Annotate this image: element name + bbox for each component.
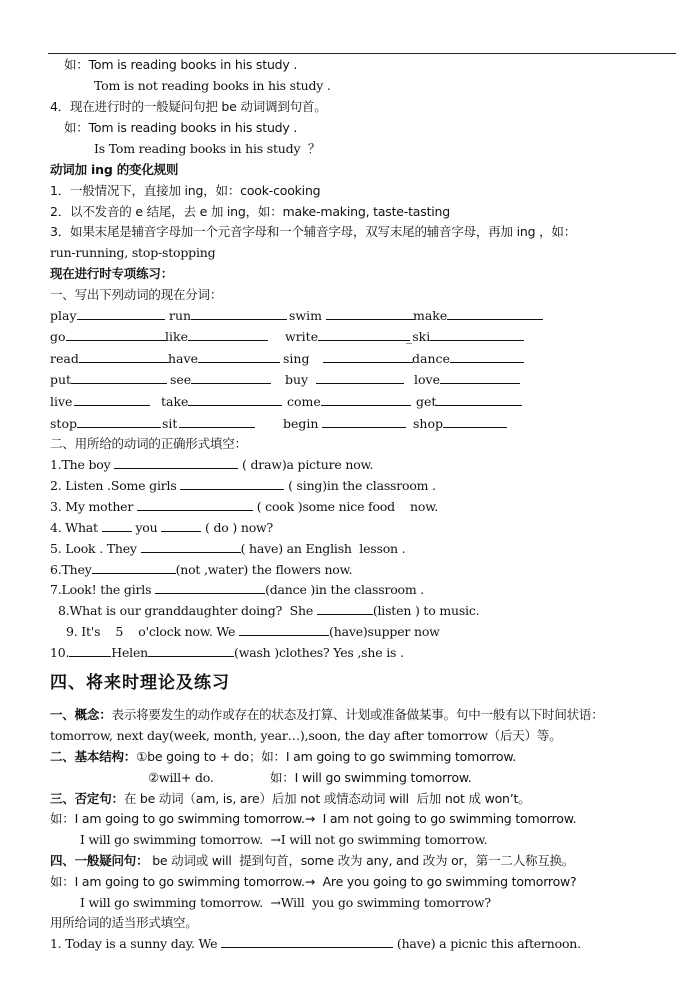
verb-word: come: [287, 394, 321, 409]
answer-blank[interactable]: [92, 562, 176, 574]
answer-blank[interactable]: [141, 541, 241, 553]
answer-blank[interactable]: [77, 308, 165, 320]
answer-blank[interactable]: [180, 478, 284, 490]
question-1: 1.The boy ( draw)a picture now.: [50, 457, 374, 472]
example-line-negative: Tom is not reading books in his study .: [94, 78, 331, 93]
general-question: 四、一般疑问句： be 动词或 will 提到句首，some 改为 any, and 改为 or，第一二人称互换。: [50, 853, 575, 868]
concept: 一、概念：表示将要发生的动作或存在的状态及打算、计划或准备做某事。句中一般有以下时间状语：: [50, 707, 604, 722]
answer-blank[interactable]: [440, 372, 520, 384]
verb-word: live: [50, 394, 73, 409]
negative: 三、否定句：在 be 动词（am, is, are）后加 not 或情态动词 will 后加 not 成 won’t。: [50, 791, 531, 806]
answer-blank[interactable]: [155, 582, 265, 594]
verb-row: [50, 394, 610, 410]
answer-blank[interactable]: [102, 520, 132, 532]
answer-blank[interactable]: [69, 645, 111, 657]
verb-word: write: [285, 329, 319, 344]
fill-question-1: 1. Today is a sunny day. We (have) a picnic this afternoon.: [50, 936, 581, 951]
ing-rule-3-example: run-running, stop-stopping: [50, 245, 216, 260]
answer-blank[interactable]: [66, 329, 166, 341]
verb-word: run: [169, 308, 192, 323]
verb-word: love: [414, 372, 440, 387]
verb-word: see: [170, 372, 192, 387]
future-heading: 四、将来时理论及练习: [50, 673, 230, 693]
question-10: 10. Helen (wash )clothes? Yes ,she is .: [50, 645, 404, 660]
answer-blank[interactable]: [316, 372, 404, 384]
ing-rule-3: 3．如果末尾是辅音字母加一个元音字母和一个辅音字母，双写末尾的辅音字母，再加 ing ，如：: [50, 224, 577, 239]
answer-blank[interactable]: [161, 520, 201, 532]
answer-blank[interactable]: [191, 308, 287, 320]
verb-word: dance: [412, 351, 450, 366]
answer-blank[interactable]: [191, 372, 271, 384]
answer-blank[interactable]: [148, 645, 234, 657]
answer-blank[interactable]: [77, 416, 161, 428]
question-example-2: I will go swimming tomorrow. →Will you go swimming tomorrow?: [80, 895, 491, 910]
question-example-1: 如：I am going to go swimming tomorrow.→ Are you going to go swimming tomorrow?: [50, 874, 577, 889]
verb-word: read: [50, 351, 79, 366]
verb-row: [50, 351, 610, 367]
basic-structure-will-example: 如：I will go swimming tomorrow.: [270, 770, 472, 785]
verb-row: [50, 416, 610, 432]
answer-blank[interactable]: [179, 416, 255, 428]
verb-word: shop: [413, 416, 443, 431]
verb-row: [50, 329, 610, 345]
rule-question: 4．现在进行时的一般疑问句把 be 动词调到句首。: [50, 99, 327, 114]
question-8: 8.What is our granddaughter doing? She (listen ) to music.: [58, 603, 480, 618]
answer-blank[interactable]: [239, 624, 329, 636]
answer-blank[interactable]: [430, 329, 524, 341]
verb-word: have: [168, 351, 198, 366]
practice-title: 现在进行时专项练习：: [50, 266, 174, 281]
question-6: 6.They (not ,water) the flowers now.: [50, 562, 353, 577]
answer-blank[interactable]: [326, 308, 414, 320]
answer-blank[interactable]: [322, 416, 406, 428]
answer-blank[interactable]: [188, 329, 268, 341]
verb-word: sit: [162, 416, 178, 431]
concept-time-adverbs: tomorrow, next day(week, month, year…),soon, the day after tomorrow（后天）等。: [50, 728, 562, 743]
practice-part-2: 二、用所给的动词的正确形式填空：: [50, 436, 247, 451]
answer-blank[interactable]: [321, 394, 411, 406]
basic-structure-will: ②will+ do.: [148, 770, 214, 785]
ing-rule-2: 2．以不发音的 e 结尾，去 e 加 ing，如：make-making, taste-tasting: [50, 204, 450, 219]
verb-word: buy: [285, 372, 309, 387]
answer-blank[interactable]: [221, 936, 393, 948]
question-3: 3. My mother ( cook )some nice food now.: [50, 499, 438, 514]
verb-row: [50, 308, 610, 324]
verb-word: go: [50, 329, 66, 344]
verb-row: [50, 372, 610, 388]
ing-rules-title: 动词加 ing 的变化规则: [50, 162, 179, 177]
ing-rule-1: 1．一般情况下，直接加 ing，如：cook-cooking: [50, 183, 321, 198]
answer-blank[interactable]: [74, 394, 150, 406]
answer-blank[interactable]: [79, 351, 169, 363]
verb-word: swim: [289, 308, 322, 323]
answer-blank[interactable]: [443, 416, 507, 428]
verb-word: like: [165, 329, 188, 344]
basic-structure: 二、基本结构：①be going to + do；如：I am going to go swimming tomorrow.: [50, 749, 517, 764]
verb-word: sing: [283, 351, 310, 366]
verb-word: make: [413, 308, 448, 323]
answer-blank[interactable]: [318, 329, 410, 341]
verb-word: get: [416, 394, 437, 409]
verb-word: begin: [283, 416, 319, 431]
answer-blank[interactable]: [137, 499, 253, 511]
answer-blank[interactable]: [436, 394, 522, 406]
example-line-question: Is Tom reading books in his study ？: [94, 141, 321, 156]
verb-word: take: [161, 394, 189, 409]
verb-word: stop: [50, 416, 77, 431]
answer-blank[interactable]: [450, 351, 524, 363]
answer-blank[interactable]: [188, 394, 282, 406]
question-7: 7.Look! the girls (dance )in the classroom .: [50, 582, 425, 597]
header-rule: [48, 53, 676, 54]
answer-blank[interactable]: [198, 351, 280, 363]
verb-word: _ski: [406, 329, 431, 344]
question-4: 4. What you ( do ) now?: [50, 520, 274, 535]
question-2: 2. Listen .Some girls ( sing)in the classroom .: [50, 478, 436, 493]
fill-title: 用所给词的适当形式填空。: [50, 915, 198, 930]
answer-blank[interactable]: [114, 457, 238, 469]
negative-example-1: 如：I am going to go swimming tomorrow.→ I am not going to go swimming tomorrow.: [50, 811, 577, 826]
example-line: 如：Tom is reading books in his study .: [64, 57, 298, 72]
question-5: 5. Look . They ( have) an English lesson .: [50, 541, 406, 556]
practice-part-1: 一、写出下列动词的现在分词：: [50, 287, 223, 302]
answer-blank[interactable]: [71, 372, 167, 384]
negative-example-2: I will go swimming tomorrow. →I will not go swimming tomorrow.: [80, 832, 488, 847]
answer-blank[interactable]: [317, 603, 373, 615]
verb-word: play: [50, 308, 77, 323]
verb-word: put: [50, 372, 72, 387]
answer-blank[interactable]: [323, 351, 413, 363]
answer-blank[interactable]: [447, 308, 543, 320]
example-line: 如：Tom is reading books in his study .: [64, 120, 298, 135]
question-9: 9. It's 5 o'clock now. We (have)supper now: [66, 624, 440, 639]
